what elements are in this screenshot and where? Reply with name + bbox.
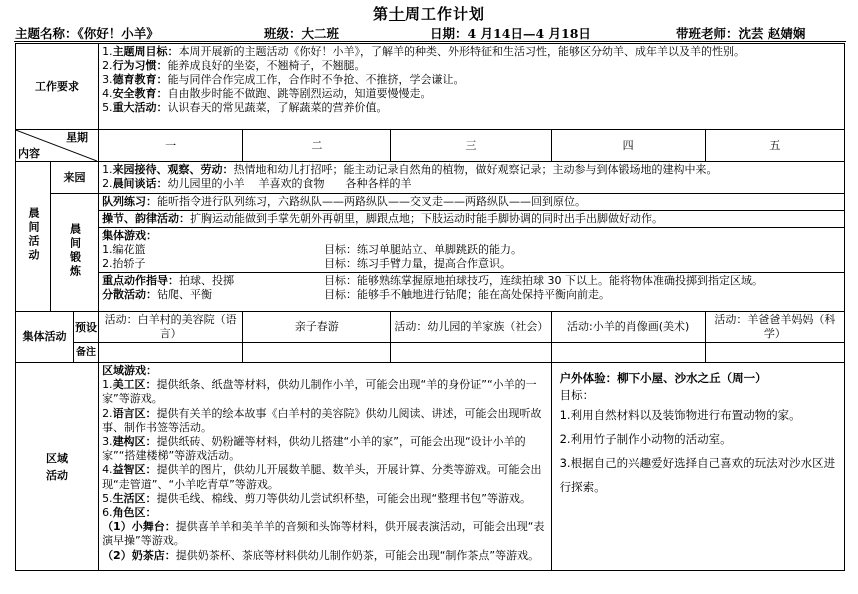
weekday-tue: 二 xyxy=(243,130,391,162)
header-rule xyxy=(14,41,846,42)
area-item: 2.语言区：提供有关羊的绘本故事《白羊村的美容院》供幼儿阅读、讲述，可能会出现听故事、制作书签等活动。 xyxy=(102,406,542,434)
weekday-thu: 四 xyxy=(551,130,705,162)
activity-mon: 活动：白羊村的美容院（语言） xyxy=(99,312,243,343)
morning-label: 晨间活动 xyxy=(16,162,51,312)
exercise-label: 晨间锻炼 xyxy=(51,194,99,312)
area-item: 4.益智区：提供羊的图片，供幼儿开展数羊腿、数羊头，开展计算、分类等游戏。可能会出现“走管道”、“小羊吃青草”等游戏。 xyxy=(102,463,542,491)
game-row: 1.编花篮 目标：练习单腿站立、单脚跳跃的能力。 xyxy=(102,243,523,256)
date-range: 日期：4 月14日—4 月18日 xyxy=(430,26,591,41)
area-games: 区域游戏： 1.美工区：提供纸条、纸盘等材料，供幼儿制作小羊，可能会出现“羊的身份证”“小羊的一家”等游戏。 2.语言区：提供有关羊的绘本故事《白羊村的美容院》供幼儿阅读、讲述，可能会出现听故事、制作书签等活动。 3.建构区：提供纸砖、奶粉罐等材料，供幼儿搭建“小羊的家”，可能会出现“设计小羊的家”“搭建楼梯”等游戏活动。 4.益智区：提供羊的图片，供幼儿开展数羊腿、数羊头，开展计算、分类等游戏。可能会出现“走管道”、“小羊吃青草”等游戏。 5.生活区：提供毛线、棉线、剪刀等供幼儿尝试织杯垫，可能会出现“整理书包”等游戏。 6.角色区： （1）小舞台：提供喜羊羊和美羊羊的音频和头饰等材料，供开展表演活动，可能会出现“表演早操”等游戏。 （2）奶茶店：提供奶茶杯、茶底等材料供幼儿制作奶茶，可能会出现“制作茶点”等游戏。 xyxy=(99,363,552,571)
role-item: （2）奶茶店：提供奶茶杯、茶底等材料供幼儿制作奶茶，可能会出现“制作茶点”等游戏。 xyxy=(102,548,540,562)
activity-thu: 活动:小羊的肖像画(美术) xyxy=(551,312,705,343)
note-fri xyxy=(705,343,844,363)
area-item: 5.生活区：提供毛线、棉线、剪刀等供幼儿尝试织杯垫，可能会出现“整理书包”等游戏。 xyxy=(102,491,531,505)
theme-name: 主题名称：《你好！小羊》 xyxy=(15,26,159,41)
outdoor-goal: 1.利用自然材料以及装饰物进行布置动物的家。 xyxy=(559,408,801,422)
requirement-item: 5.重大活动：认识春天的常见蔬菜，了解蔬菜的营养价值。 xyxy=(102,101,388,114)
exercise-content: 队列练习：能听指令进行队列练习，六路纵队——两路纵队——交叉走——两路纵队——回到原位。 操节、韵律活动：扩胸运动能做到手掌先朝外再朝里，脚跟点地；下肢运动时能手脚协调的同时出手出脚做好动作。 集体游戏： 1.编花篮 目标：练习单腿站立、单脚跳跃的能力。 2.抬轿子 目标：练习手臂力量，提高合作意识。 重点动作指导：拍球、投掷 目标：能够熟练掌握原地拍球技巧，连续拍球 30 下以上。能将物体准确投掷到指定区域。 分散活动：钻爬、平衡 目标：能够手不触地进行钻爬；能在高处保持平衡向前走。 xyxy=(99,194,845,312)
outdoor-goal: 3.根据自己的兴趣爱好选择自己喜欢的玩法对沙水区进行探索。 xyxy=(559,456,836,494)
arrival-label: 来园 xyxy=(51,162,99,194)
page-title: 第十周工作计划 xyxy=(372,5,486,23)
corner-cell xyxy=(16,130,99,162)
group-activity-label: 集体活动 xyxy=(16,312,74,363)
area-item: 1.美工区：提供纸条、纸盘等材料，供幼儿制作小羊，可能会出现“羊的身份证”“小羊的一家”等游戏。 xyxy=(102,378,537,406)
activity-tue: 亲子春游 xyxy=(243,312,391,343)
requirement-item: 2.行为习惯：能养成良好的坐姿，不翘椅子，不翘腿。 xyxy=(102,59,366,72)
requirement-item: 3.德育教育：能与同伴合作完成工作，合作时不争抢、不推挤，学会谦让。 xyxy=(102,73,465,86)
content-axis-label: 内容 xyxy=(18,147,40,160)
weekday-wed: 三 xyxy=(391,130,551,162)
activity-fri: 活动：羊爸爸羊妈妈（科学） xyxy=(705,312,844,343)
activity-wed: 活动：幼儿园的羊家族（社会） xyxy=(391,312,551,343)
area-item: 6.角色区： xyxy=(102,506,157,520)
arrival-content: 1.来园接待、观察、劳动：热情地和幼儿打招呼；能主动记录自然角的植物，做好观察记录；主动参与到体锻场地的建构中来。 2.晨间谈话：幼儿园里的小羊 羊喜欢的食物 各种各样的羊 xyxy=(99,162,845,194)
outdoor-experience: 户外体验：柳下小屋、沙水之丘（周一） 目标： 1.利用自然材料以及装饰物进行布置动物的家。 2.利用竹子制作小动物的活动室。 3.根据自己的兴趣爱好选择自己喜欢的玩法对沙水区进行探索。 xyxy=(551,363,844,571)
requirement-item: 1.主题周目标：本周开展新的主题活动《你好！小羊》，了解羊的种类、外形特征和生活习性，能够区分幼羊、成年羊以及羊的性别。 xyxy=(102,45,746,58)
note-thu xyxy=(551,343,705,363)
weekday-axis-label: 星期 xyxy=(66,131,89,144)
preset-label: 预设 xyxy=(74,312,99,343)
role-item: （1）小舞台：提供喜羊羊和美羊羊的音频和头饰等材料，供开展表演活动，可能会出现“表演早操”等游戏。 xyxy=(102,520,545,548)
weekday-fri: 五 xyxy=(705,130,844,162)
teachers: 带班老师：沈芸 赵婧娴 xyxy=(676,26,806,41)
class-name: 班级：大二班 xyxy=(264,26,340,41)
note-mon xyxy=(99,343,243,363)
work-requirements-label: 工作要求 xyxy=(16,44,99,130)
game-row: 2.抬轿子 目标：练习手臂力量，提高合作意识。 xyxy=(102,257,512,270)
area-label: 区域活动 xyxy=(16,363,99,571)
requirement-item: 4.安全教育：自由散步时能不做跑、跳等剧烈运动，知道要慢慢走。 xyxy=(102,87,432,100)
week-number: 十 xyxy=(388,5,405,23)
area-item: 3.建构区：提供纸砖、奶粉罐等材料，供幼儿搭建“小羊的家”，可能会出现“设计小羊的家”“搭建楼梯”等游戏活动。 xyxy=(102,435,526,463)
plan-table xyxy=(15,43,845,571)
outdoor-goal: 2.利用竹子制作小动物的活动室。 xyxy=(559,432,732,446)
work-requirements xyxy=(99,44,845,130)
note-wed xyxy=(391,343,551,363)
note-tue xyxy=(243,343,391,363)
note-label: 备注 xyxy=(74,343,99,363)
weekday-mon: 一 xyxy=(99,130,243,162)
